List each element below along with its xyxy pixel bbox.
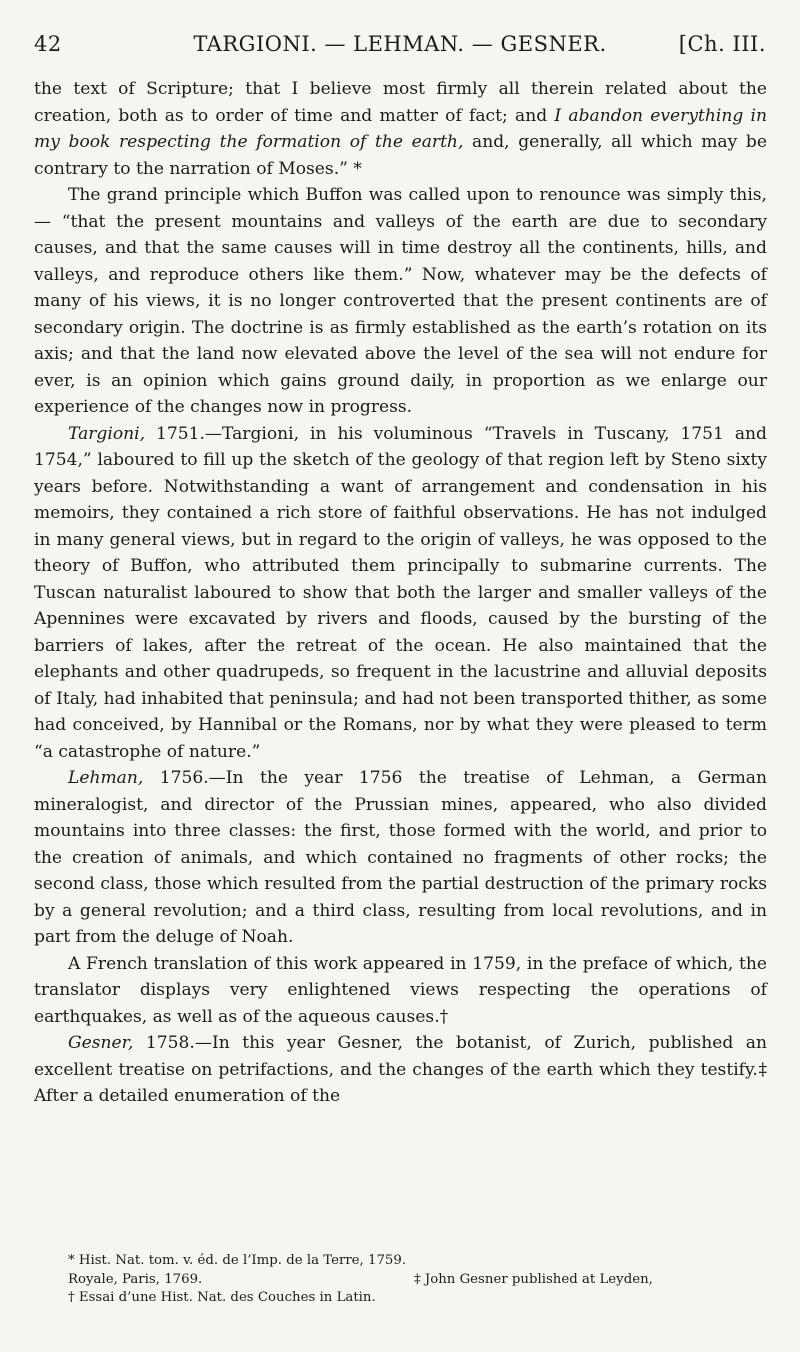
body-text — [34, 76, 767, 1110]
paragraph-text: 1758.—In this year Gesner, the botanist, of Zurich, published an excellent treatise on petrifactions, and the changes of the earth which they testify.‡ After a detailed enumeration of the — [34, 1033, 767, 1106]
page-number: 42 — [34, 32, 62, 56]
paragraph-text: 1751.—Targioni, in his voluminous “Travels in Tuscany, 1751 and 1754,” laboured to fill up the sketch of the geology of that region left by Steno sixty years before. Notwithstanding a want of arrangement and condensation in his memoirs, they contained a rich store of faithful observations. He has not indulged in many general views, but in regard to the origin of valleys, he was opposed to the theory of Buffon, who attributed them principally to submarine currents. The Tuscan naturalist laboured to show that both the larger and smaller valleys of the Apennines were excavated by rivers and floods, caused by the bursting of the barriers of lakes, after the retreat of the ocean. He also maintained that the elephants and other quadrupeds, so frequent in the lacustrine and alluvial deposits of Italy, had inhabited that peninsula; and had not been transported thither, as some had conceived, by Hannibal or the Romans, nor by what they were pleased to term “a catastrophe of nature.” — [34, 423, 767, 762]
paragraph-text: and, generally, all which may be contrary to the narration of Moses.” * — [34, 132, 767, 179]
paragraph — [34, 76, 767, 182]
paragraph-italic: Targioni, — [68, 423, 146, 444]
footnote-line: † Essai d’une Hist. Nat. des Couches in Latin. — [68, 1290, 376, 1305]
paragraph-italic: Lehman, — [68, 768, 144, 788]
paragraph-gesner — [34, 1030, 767, 1110]
footnotes-left-column — [68, 1252, 438, 1308]
chapter-label: [Ch. III. — [678, 32, 766, 56]
paragraph-italic: I abandon everything in my book respecting the formation of the earth, — [34, 105, 767, 152]
footnote-line: Royale, Paris, 1769. — [68, 1271, 203, 1287]
paragraph-targioni — [34, 421, 767, 766]
footnote-line — [414, 1289, 774, 1308]
paragraph-text: 1756.—In the year 1756 the treatise of Lehman, a German mineralogist, and director of the Prussian mines, appeared, who also divided mountains into three classes: the first, those formed with the world, and prior to the creation of animals, and which contained no fragments of other rocks; the second class, those which resulted from the partial destruction of the primary rocks by a general revolution; and a third class, resulting from local revolutions, and in part from the deluge of Noah. — [34, 768, 767, 947]
paragraph-text: The grand principle which Buffon was called upon to renounce was simply this,— “that the present mountains and valleys of the earth are due to secondary causes, and that the same causes will in time destroy all the continents, hills, and valleys, and reproduce others like them.” Now, whatever may be the defects of many of his views, it is no longer controverted that the present continents are of secondary origin. The doctrine is as firmly established as the earth’s rotation on its axis; and that the land now elevated above the level of the sea will not endure for ever, is an opinion which gains ground daily, in proportion as we enlarge our experience of the changes now in progress. — [34, 185, 767, 417]
running-title: TARGIONI. — LEHMAN. — GESNER. — [193, 32, 607, 56]
paragraph-lehman — [34, 765, 767, 951]
running-header — [34, 32, 766, 56]
footnote-line: * Hist. Nat. tom. v. éd. de l’Imp. de la Terre, 1759. — [68, 1253, 407, 1268]
paragraph — [34, 951, 767, 1031]
footnote-line: ‡ John Gesner published at Leyden, — [414, 1271, 653, 1287]
paragraph-italic: Gesner, — [68, 1033, 134, 1053]
paragraph-text: A French translation of this work appeared in 1759, in the preface of which, the translator displays very enlightened views respecting the operations of earthquakes, as well as of the aqueous causes.† — [34, 953, 767, 1027]
paragraph-text: the text of Scripture; that I believe most firmly all therein related about the creation, both as to order of time and matter of fact; and — [34, 79, 767, 126]
paragraph — [34, 182, 767, 421]
footnote-line — [414, 1252, 774, 1271]
footnotes-right-column — [414, 1252, 774, 1308]
